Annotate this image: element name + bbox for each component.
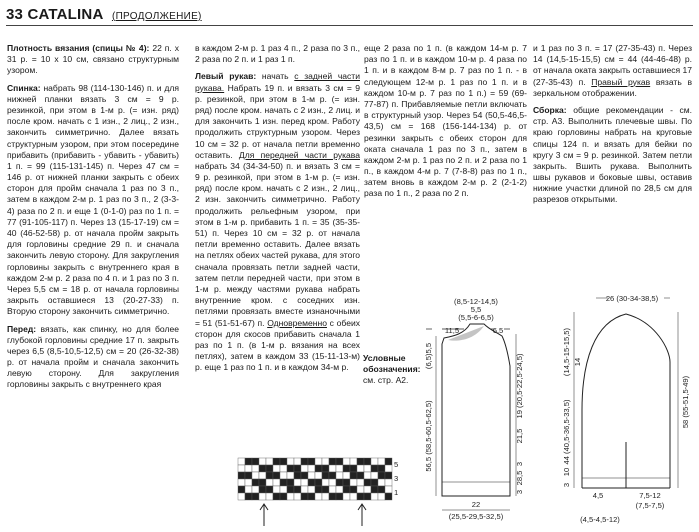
chart-cell (287, 465, 294, 472)
chart-arrow-left (260, 504, 268, 526)
chart-cell (287, 486, 294, 493)
chart-cell (336, 472, 343, 479)
chart-cell (259, 493, 266, 500)
chart-cell (301, 479, 308, 486)
bottom-right-label: 7,5-12 (639, 491, 661, 500)
front-text: вязать, как спинку, но для более глубокой горловины средние 17 п. закрыть через 6,5 (8,5-10,5-12,5) см = 20 (26-32-38) р. от начала пройм и сначала закончить левую сторону. Для закругления горловины закрыть с внутреннего края (7, 323, 179, 390)
chart-cell (336, 465, 343, 472)
chart-cell (336, 458, 343, 465)
chart-cell (294, 465, 301, 472)
chart-cell (329, 479, 336, 486)
back-title: Спинка: (7, 82, 41, 93)
chart-row-3: 3 (394, 474, 399, 483)
chart-cell (245, 493, 252, 500)
chart-cell (336, 493, 343, 500)
chart-cell (343, 458, 350, 465)
chart-cell (273, 458, 280, 465)
chart-cell (273, 479, 280, 486)
chart-cell (364, 465, 371, 472)
chart-cell (280, 486, 287, 493)
chart-cell (252, 458, 259, 465)
chart-row-1: 1 (394, 488, 399, 497)
sleeve-text-2: Набрать 19 п. и вязать 3 см = 9 р. резинкой, при этом в 1-м р. (= изн. ряд) после кром. начать с 2 изн., 2 лиц. и для закончить 1 изн. перед кром. Работу продолжить структурным узором. Через 10 см = 32 р. от начала петли временно оставить. (195, 82, 360, 160)
chart-cell (357, 479, 364, 486)
chart-cell (322, 458, 329, 465)
bottom-sizes-label: (25,5-29,5-32,5) (448, 512, 504, 521)
v-3-label: 3 (562, 482, 571, 488)
chart-cell (322, 465, 329, 472)
chart-cell (280, 479, 287, 486)
v-3-bottom-label: 3 (515, 489, 524, 495)
chart-cell (350, 493, 357, 500)
chart-cell (238, 465, 245, 472)
chart-cell (357, 465, 364, 472)
chart-cell (322, 486, 329, 493)
top-label: 5,5 (470, 305, 482, 314)
chart-cell (266, 458, 273, 465)
cap-height-label: (14,5-15-15,5) (562, 327, 571, 377)
chart-cell (329, 472, 336, 479)
sleeve-text-4: с обеих сторон для скосов прибавить сначала 1 раз по 1 п. (в 1-м р. вязания на всех петлях), затем в каждом 33 (15-11-13-м) р. еще 1 раз по 1 п. и в каждом 34-м р. (195, 317, 360, 373)
chart-cell (238, 472, 245, 479)
length-label: 56,5 (58,5-60,5-62,5) (424, 400, 433, 472)
chart-cell (378, 472, 385, 479)
chart-cell (350, 458, 357, 465)
chart-cell (343, 486, 350, 493)
chart-cell (238, 493, 245, 500)
chart-cell (301, 493, 308, 500)
chart-cell (315, 479, 322, 486)
chart-cell (294, 486, 301, 493)
chart-cell (273, 486, 280, 493)
chart-cell (378, 486, 385, 493)
chart-cell (287, 479, 294, 486)
chart-cell (273, 493, 280, 500)
neck-width-label: (5,5-6-6,5) (458, 313, 494, 322)
chart-cell (252, 486, 259, 493)
chart-cell (259, 458, 266, 465)
assembly-title: Сборка: (533, 104, 567, 115)
sleeve-length-label: 58 (55-51,5-49) (681, 375, 690, 429)
chart-cell (350, 472, 357, 479)
chart-cell (252, 493, 259, 500)
chart-cell (259, 486, 266, 493)
chart-cell (308, 458, 315, 465)
v-21-5-label: 21,5 (515, 428, 524, 444)
chart-cell (294, 493, 301, 500)
chart-cell (315, 465, 322, 472)
chart-cell (308, 472, 315, 479)
chart-cell (266, 493, 273, 500)
chart-cell (294, 479, 301, 486)
chart-cell (273, 472, 280, 479)
chart-cell (245, 472, 252, 479)
chart-cell (371, 465, 378, 472)
chart-cell (287, 493, 294, 500)
sleeve-schematic (560, 292, 696, 532)
chart-cell (336, 479, 343, 486)
chart-cell (385, 486, 392, 493)
chart-cell (357, 458, 364, 465)
chart-cell (259, 465, 266, 472)
chart-cell (322, 493, 329, 500)
column-3 (364, 43, 527, 200)
assembly-text: общие рекомендации - см. стр. А3. Выполнить плечевые швы. По краю горловины набрать на круговые спицы 124 п. и вязать для бейки по кругу 3 см = 9 р. резинкой. Затем петли закрыть. Вшить рукава. Выполнить швы рукавов и боковые швы, оставив нижние участки длиной по 28,5 см для разрезов открытыми. (533, 104, 692, 205)
chart-cell (280, 465, 287, 472)
left-shoulder-label: (6,5)5,5 (424, 342, 433, 370)
right-sleeve-link: Правый рукав (591, 76, 651, 87)
bottom-right-note: (7,5-7,5) (635, 501, 665, 510)
chart-cell (322, 472, 329, 479)
chart-cell (252, 465, 259, 472)
chart-cell (343, 493, 350, 500)
chart-cell (371, 458, 378, 465)
chart-cell (280, 472, 287, 479)
sleeve-title: Левый рукав: (195, 71, 257, 82)
chart-cell (371, 479, 378, 486)
simultaneously-link: Одновременно (267, 317, 327, 328)
chart-cell (245, 486, 252, 493)
body-schematic (418, 296, 536, 532)
sleeve-finish-text: и 1 раз по 3 п. = 17 (27-35-43) п. Через 14 (14,5-15-15,5) см = 44 (44-46-48) р. от начала оката закрыть оставшиеся 17 (27-35-43) п. (533, 43, 693, 87)
armhole-label: 19 (20,5-22,5-24,5) (515, 353, 524, 419)
chart-cell (301, 458, 308, 465)
chart-cell (238, 458, 245, 465)
chart-cell (245, 458, 252, 465)
chart-cell (329, 486, 336, 493)
assembly-paragraph (533, 105, 692, 206)
chart-row-5: 5 (394, 460, 399, 469)
chart-cell (301, 486, 308, 493)
chart-cell (357, 493, 364, 500)
bottom-left-sizes: (4,5-4,5-12) (580, 515, 620, 524)
chart-cell (301, 465, 308, 472)
front-paragraph (7, 324, 179, 391)
density-title: Плотность вязания (спицы № 4): (7, 43, 150, 53)
chart-cell (322, 479, 329, 486)
chart-cell (378, 493, 385, 500)
sleeve-text-1: начать (261, 71, 295, 82)
back-part-link: с задней части рукава. (195, 71, 360, 93)
front-part-link: Для передней части рукава (238, 149, 360, 160)
left-11-5-label: 11,5 (444, 326, 460, 335)
legend-ref: см. стр. А2. (363, 375, 409, 385)
sleeve-top-label: 26 (30-34-38,5) (605, 294, 659, 303)
chart-cell (280, 458, 287, 465)
chart-cell (343, 479, 350, 486)
v-3-top-label: 3 (515, 461, 524, 467)
chart-cell (385, 472, 392, 479)
chart-cell (343, 472, 350, 479)
density-text: 22 п. x 31 р. = 10 x 10 см, связано структурным узором. (7, 43, 179, 76)
chart-cell (378, 458, 385, 465)
chart-cell (252, 472, 259, 479)
chart-cell (364, 472, 371, 479)
header-rule (6, 25, 693, 26)
column-4 (533, 43, 692, 206)
sleeve-finish (533, 43, 692, 99)
chart-cell (385, 458, 392, 465)
chart-cell (385, 479, 392, 486)
front-title: Перед: (7, 323, 37, 334)
chart-cell (266, 479, 273, 486)
bottom-left-label: 4,5 (592, 491, 604, 500)
chart-cell (308, 479, 315, 486)
chart-cell (343, 465, 350, 472)
cap-14-label: 14 (573, 357, 582, 367)
chart-cell (252, 479, 259, 486)
chart-cell (315, 472, 322, 479)
chart-cells (238, 458, 392, 500)
chart-cell (371, 472, 378, 479)
chart-cell (364, 479, 371, 486)
sleeve-paragraph (195, 71, 360, 373)
v-10-label: 10 (562, 467, 571, 477)
chart-cell (329, 458, 336, 465)
chart-cell (294, 458, 301, 465)
chart-cell (266, 465, 273, 472)
chart-cell (350, 479, 357, 486)
chart-cell (245, 479, 252, 486)
chart-cell (266, 486, 273, 493)
legend-title: Условные обозначения: (363, 353, 421, 374)
v-28-5-label: 28,5 (515, 470, 524, 486)
chart-cell (287, 458, 294, 465)
chart-cell (308, 486, 315, 493)
chart-cell (378, 465, 385, 472)
chart-cell (315, 458, 322, 465)
shoulder-label: (8,5-12-14,5) (454, 297, 498, 306)
chart-cell (308, 465, 315, 472)
chart-cell (245, 465, 252, 472)
chart-cell (280, 493, 287, 500)
chart-cell (259, 472, 266, 479)
chart-cell (273, 465, 280, 472)
chart-cell (357, 486, 364, 493)
column-1 (7, 43, 179, 391)
upper-arm-label: 44 (40,5-36,5-33,5) (562, 399, 571, 465)
chart-arrow-right (358, 504, 366, 526)
chart-cell (371, 493, 378, 500)
bottom-22-label: 22 (471, 500, 481, 509)
stitch-chart (236, 456, 406, 528)
page-header (6, 6, 693, 24)
chart-cell (357, 472, 364, 479)
chart-cell (329, 493, 336, 500)
right-6-5-label: 6,5 (492, 326, 504, 335)
chart-cell (364, 486, 371, 493)
chart-cell (301, 472, 308, 479)
chart-cell (385, 493, 392, 500)
chart-cell (336, 486, 343, 493)
density-paragraph (7, 43, 179, 77)
chart-cell (238, 486, 245, 493)
front-continued: в каждом 2-м р. 1 раз 4 п., 2 раза по 3 п., 2 раза по 2 п. и 1 раз 1 п. (195, 43, 360, 65)
pattern-subtitle: (ПРОДОЛЖЕНИЕ) (111, 11, 202, 22)
chart-cell (364, 493, 371, 500)
chart-cell (385, 465, 392, 472)
chart-cell (315, 493, 322, 500)
chart-cell (287, 472, 294, 479)
chart-cell (364, 458, 371, 465)
chart-cell (259, 479, 266, 486)
back-paragraph (7, 83, 179, 318)
sleeve-finish-text-2: вязать в зеркальном отображении. (533, 76, 692, 98)
chart-cell (350, 465, 357, 472)
chart-cell (308, 493, 315, 500)
chart-cell (266, 472, 273, 479)
column-2 (195, 43, 360, 373)
chart-cell (315, 486, 322, 493)
pattern-title: 33 CATALINA (6, 6, 104, 23)
sleeve-continued: еще 2 раза по 1 п. (в каждом 14-м р. 7 раз по 1 п. и в каждом 10-м р. 4 раза по 1 п. и в каждом 8-м р. 7 раз по 1 п. - в следующем 12-м р. 1 раз по 1 п. и в каждом 10-м р. 7 раз по 1 п.) = 59 (69-77-87) п. Прибавляемые петли включать в структурный узор. Через 54 (50,5-46,5-43,5) см = 168 (156-144-134) р. от резинки закрыть с обеих сторон для оката сначала 1 раз по 3 п., затем в каждом 2-м р. 1 раз по 2 п. и 2 раза по 1 п., в каждом 4-м р. 7 (7-8-8) раз по 1 п., затем вновь в каждом 2-м р. 2 (2-1-2) раза по 1 п., 2 раза по 2 п. (364, 43, 527, 199)
chart-cell (329, 465, 336, 472)
chart-cell (371, 486, 378, 493)
back-text: набрать 98 (114-130-146) п. и для нижней планки вязать 3 см = 9 р. резинкой, при этом в 1-м р. (= изн. ряд) после кром. начать с 1 изн., 2 лиц., 2 изн., закончить симметрично. Далее вязать структурным узором, при этом посередине прибавить (прибавить - убавить - убавить) 1 п. = 99 (115-131-145) п. Через 47 см = 146 р. от нижней планки закрыть с обеих сторон для пройм сначала 1 раз по 3 п., затем в каждом 2-м р. 1 раз по 3 п., 2 (3-3-4) раза по 2 п. и еще 1 (0-1-0) раз по 1 п. = 77 (91-105-117) п. Через 13 (15-17-19) см = 40 (46-52-58) р. от начала пройм закрыть для горловины средние 29 п. и сначала закончить левую сторону. Для закругления горловины закрыть с внутреннего края в каждом 2-м р. 2 раза по 4 п. и 1 раз по 3 п. Через 5,5 см = 18 р. от начала горловины закрыть оставшиеся 13 (20-27-33) п. Вторую сторону закончить симметрично. (7, 82, 179, 317)
sleeve-text-3: набрать 34 (34-34-50) п. и вязать 3 см = 9 р. резинкой, при этом в 1-м р. (= изн. ряд) после кром. начать с 2 изн., 2 лиц., 2 изн. закончить симметрично. Работу продолжить рельефным узором, при этом в 1-м р. прибавить 1 п. = 35 (35-35-51) п. Через 10 см = 32 р. от начала петли временно оставить. Далее вязать на петлях обеих частей рукава, для этого сначала провязать петли задней части, затем петли передней части, при этом в 1-м р. между частями рукава набрать внутренние кром. с соседних изн. петлями провязать вместе изнаночными = 51 (51-51-67) п. (195, 160, 360, 328)
chart-cell (238, 479, 245, 486)
chart-cell (378, 479, 385, 486)
chart-cell (350, 486, 357, 493)
chart-cell (294, 472, 301, 479)
